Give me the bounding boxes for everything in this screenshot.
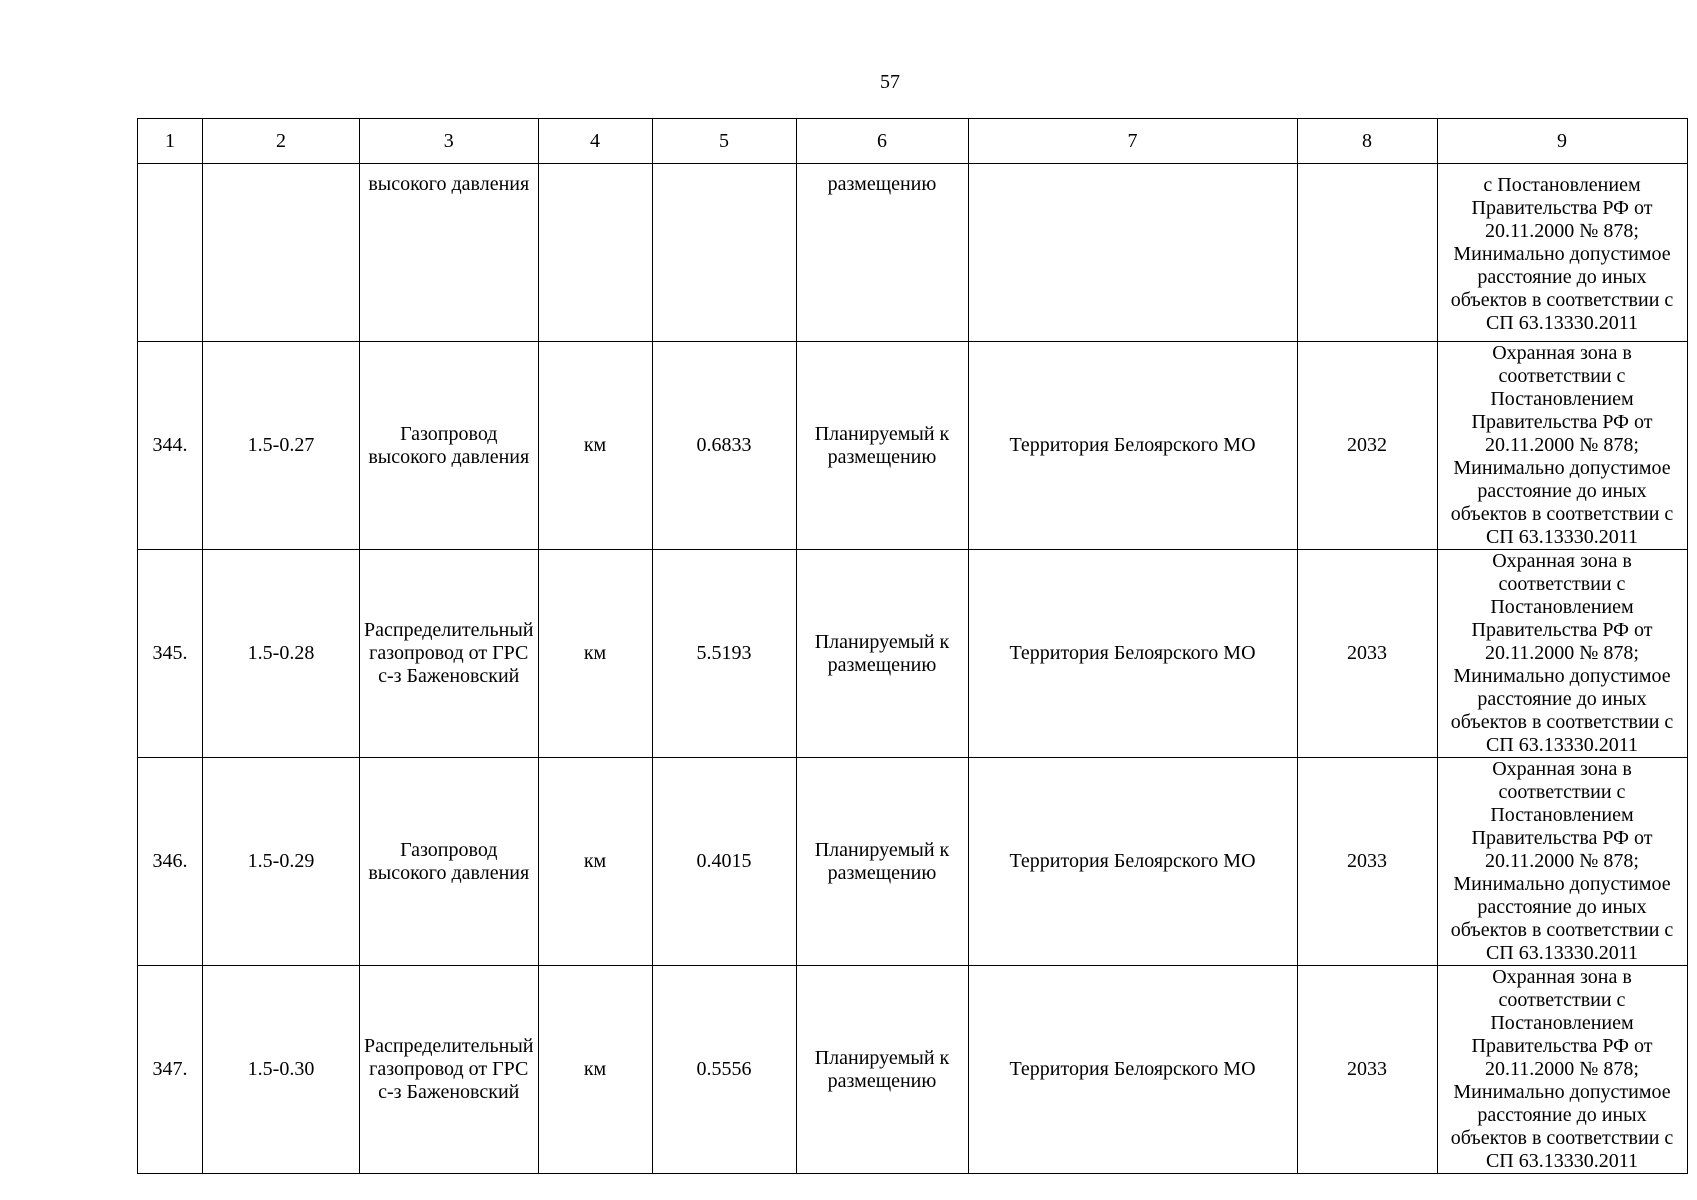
value-cell: 0.5556 bbox=[652, 966, 796, 1174]
header-row bbox=[138, 119, 1688, 164]
num-cell bbox=[138, 164, 203, 342]
header-cell: 6 bbox=[796, 119, 968, 164]
num-cell: 347. bbox=[138, 966, 203, 1174]
name-cell: Распределительный газопровод от ГРС с-з Баженовский bbox=[360, 550, 539, 758]
unit-cell bbox=[538, 164, 652, 342]
territory-cell: Территория Белоярского МО bbox=[968, 758, 1297, 966]
header-cell: 5 bbox=[652, 119, 796, 164]
header-cell: 8 bbox=[1297, 119, 1437, 164]
year-cell: 2032 bbox=[1297, 342, 1437, 550]
year-cell: 2033 bbox=[1297, 758, 1437, 966]
num-cell: 345. bbox=[138, 550, 203, 758]
continuation-row bbox=[138, 164, 1688, 342]
unit-cell: км bbox=[538, 758, 652, 966]
status-cell: Планируемый к размещению bbox=[796, 966, 968, 1174]
status-cell: размещению bbox=[796, 164, 968, 342]
year-cell: 2033 bbox=[1297, 550, 1437, 758]
territory-cell: Территория Белоярского МО bbox=[968, 966, 1297, 1174]
code-cell bbox=[203, 164, 360, 342]
objects-table bbox=[137, 118, 1688, 1174]
header-cell: 2 bbox=[203, 119, 360, 164]
protection-cell: Охранная зона в соответствии с Постановлением Правительства РФ от 20.11.2000 № 878; Минимально допустимое расстояние до иных объектов в соответствии с СП 63.13330.2011 bbox=[1437, 550, 1687, 758]
table-row bbox=[138, 550, 1688, 758]
unit-cell: км bbox=[538, 342, 652, 550]
code-cell: 1.5-0.28 bbox=[203, 550, 360, 758]
protection-cell: Охранная зона в соответствии с Постановлением Правительства РФ от 20.11.2000 № 878; Минимально допустимое расстояние до иных объектов в соответствии с СП 63.13330.2011 bbox=[1437, 758, 1687, 966]
table-row bbox=[138, 966, 1688, 1174]
unit-cell: км bbox=[538, 550, 652, 758]
num-cell: 346. bbox=[138, 758, 203, 966]
territory-cell: Территория Белоярского МО bbox=[968, 342, 1297, 550]
territory-cell bbox=[968, 164, 1297, 342]
protection-cell: с Постановлением Правительства РФ от 20.11.2000 № 878; Минимально допустимое расстояние до иных объектов в соответствии с СП 63.13330.2011 bbox=[1437, 164, 1687, 342]
status-cell: Планируемый к размещению bbox=[796, 342, 968, 550]
name-cell: Газопровод высокого давления bbox=[360, 342, 539, 550]
value-cell bbox=[652, 164, 796, 342]
header-cell: 9 bbox=[1437, 119, 1687, 164]
year-cell bbox=[1297, 164, 1437, 342]
code-cell: 1.5-0.27 bbox=[203, 342, 360, 550]
protection-cell: Охранная зона в соответствии с Постановлением Правительства РФ от 20.11.2000 № 878; Минимально допустимое расстояние до иных объектов в соответствии с СП 63.13330.2011 bbox=[1437, 342, 1687, 550]
header-cell: 4 bbox=[538, 119, 652, 164]
name-cell: высокого давления bbox=[360, 164, 539, 342]
header-cell: 1 bbox=[138, 119, 203, 164]
name-cell: Распределительный газопровод от ГРС с-з Баженовский bbox=[360, 966, 539, 1174]
value-cell: 5.5193 bbox=[652, 550, 796, 758]
page-number: 57 bbox=[880, 71, 900, 93]
value-cell: 0.4015 bbox=[652, 758, 796, 966]
header-cell: 7 bbox=[968, 119, 1297, 164]
code-cell: 1.5-0.29 bbox=[203, 758, 360, 966]
status-cell: Планируемый к размещению bbox=[796, 550, 968, 758]
status-cell: Планируемый к размещению bbox=[796, 758, 968, 966]
year-cell: 2033 bbox=[1297, 966, 1437, 1174]
unit-cell: км bbox=[538, 966, 652, 1174]
code-cell: 1.5-0.30 bbox=[203, 966, 360, 1174]
protection-cell: Охранная зона в соответствии с Постановлением Правительства РФ от 20.11.2000 № 878; Минимально допустимое расстояние до иных объектов в соответствии с СП 63.13330.2011 bbox=[1437, 966, 1687, 1174]
value-cell: 0.6833 bbox=[652, 342, 796, 550]
num-cell: 344. bbox=[138, 342, 203, 550]
table-row bbox=[138, 758, 1688, 966]
name-cell: Газопровод высокого давления bbox=[360, 758, 539, 966]
header-cell: 3 bbox=[360, 119, 539, 164]
territory-cell: Территория Белоярского МО bbox=[968, 550, 1297, 758]
table-row bbox=[138, 342, 1688, 550]
